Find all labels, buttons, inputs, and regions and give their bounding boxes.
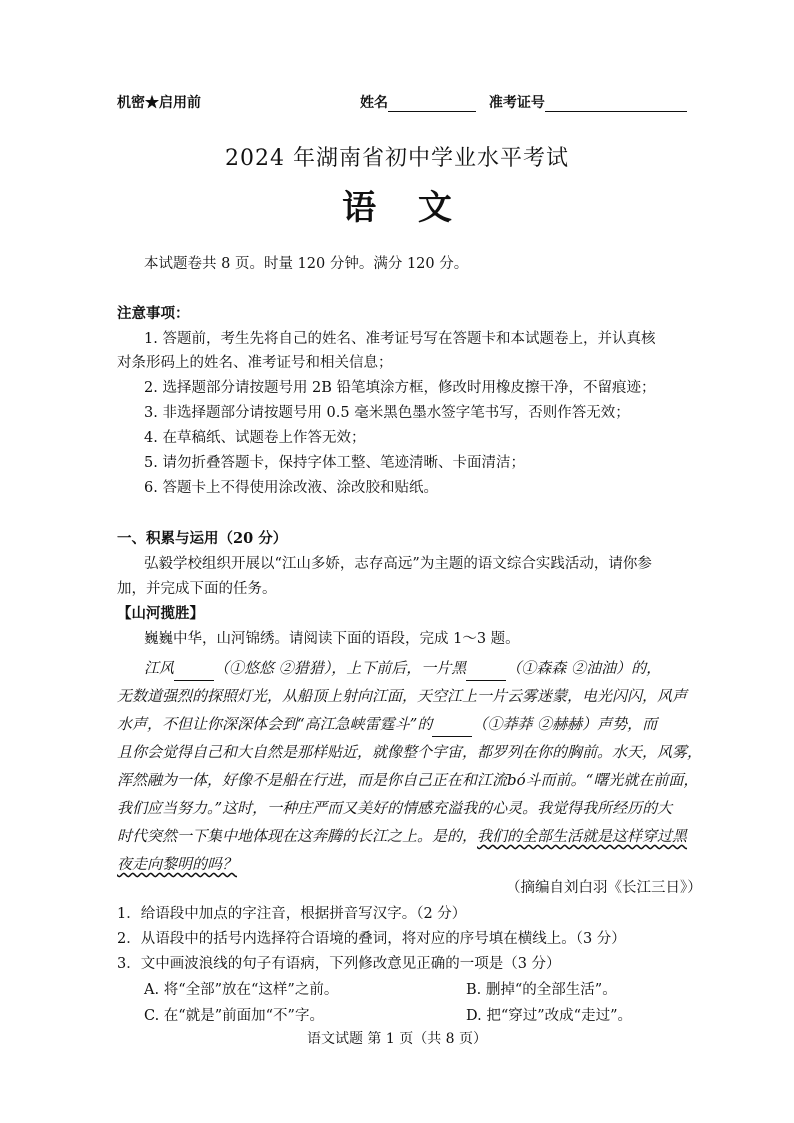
subsection-heading: 【山河揽胜】 [117,605,204,622]
subject-title: 语 文 [342,188,452,228]
note-item: 2. 选择题部分请按题号用 2B 铅笔填涂方框，修改时用橡皮擦干净，不留痕迹； [144,380,656,396]
note-item: 5. 请勿折叠答题卡，保持字体工整、笔迹清晰、卡面清洁； [144,455,525,471]
section-intro: 弘毅学校组织开展以“江山多娇，志存高远”为主题的语文综合实践活动，请你参 [144,556,652,572]
option-d: D. 把“穿过”改成“走过”。 [466,1008,632,1024]
section-intro: 加，并完成下面的任务。 [117,581,277,597]
id-label: 准考证号 [488,95,545,111]
name-blank [388,97,476,112]
name-label: 姓名 [360,95,388,111]
wavy-sentence: 我们的全部生活就是这样穿过黑 [477,827,688,845]
note-item: 4. 在草稿纸、试题卷上作答无效； [144,430,366,446]
note-item: 对条形码上的姓名、准考证号和相关信息； [117,355,393,371]
question-2: 2．从语段中的括号内选择符合语境的叠词，将对应的序号填在横线上。（3 分） [117,931,626,947]
name-field [360,92,687,112]
passage-line: 且你会觉得自己和大自然是那样贴近，就像整个宇宙，都罗列在你的胸前。水天，风雾， [117,743,703,761]
option-c: C. 在“就是”前面加“不”字。 [144,1008,324,1024]
page-footer: 语文试题 第 1 页（共 8 页） [306,1031,488,1047]
note-item: 3. 非选择题部分请按题号用 0.5 毫米黑色墨水签字笔书写，否则作答无效； [144,405,630,421]
wavy-sentence: 夜走向黎明的吗？ [117,855,238,873]
confidential-label: 机密★启用前 [117,95,201,111]
passage-line: 水声，不但让你深深体会到“高江急峡雷霆斗”的 （①莽莽 ②赫赫）声势，而 [117,711,657,737]
question-1: 1．给语段中加点的字注音，根据拼音写汉字。（2 分） [117,906,467,922]
passage-line [117,851,237,877]
note-item: 1. 答题前，考生先将自己的姓名、准考证号写在答题卡和本试题卷上，并认真核 [144,331,656,347]
passage-line: 无数道强烈的探照灯光，从船顶上射向江面，天空江上一片云雾迷蒙，电光闪闪，风声 [117,687,688,705]
exam-title: 2024 年湖南省初中学业水平考试 [225,146,569,171]
passage-source: （摘编自刘白羽《长江三日》） [506,880,702,896]
question-3: 3．文中画波浪线的句子有语病，下列修改意见正确的一项是（3 分） [117,956,561,972]
passage-line: 浑然融为一体，好像不是船在行进，而是你自己正在和江流bó斗而前。“曙光就在前面， [117,771,699,789]
answer-blank [432,722,472,737]
option-a: A. 将“全部”放在“这样”之前。 [144,982,339,998]
notes-heading: 注意事项： [117,305,190,322]
exam-intro: 本试题卷共 8 页。时量 120 分钟。满分 120 分。 [144,256,469,272]
section-heading: 一、积累与运用（20 分） [117,530,288,547]
passage-line: 时代突然一下集中地体现在这奔腾的长江之上。是的，我们的全部生活就是这样穿过黑 [117,827,688,845]
pinyin-blank: bó [507,771,526,789]
passage-line: 江风 （①悠悠 ②猎猎），上下前后，一片黑 （①森森 ②油油）的， [144,655,661,681]
id-blank [545,97,687,112]
reading-lead: 巍巍中华，山河锦绣。请阅读下面的语段，完成 1～3 题。 [144,631,520,647]
passage-line: 我们应当努力。”这时，一种庄严而又美好的情感充溢我的心灵。我觉得我所经历的大 [117,799,673,817]
answer-blank [466,666,506,681]
note-item: 6. 答题卡上不得使用涂改液、涂改胶和贴纸。 [144,480,438,496]
option-b: B. 删掉“的全部生活”。 [466,982,617,998]
answer-blank [174,666,214,681]
